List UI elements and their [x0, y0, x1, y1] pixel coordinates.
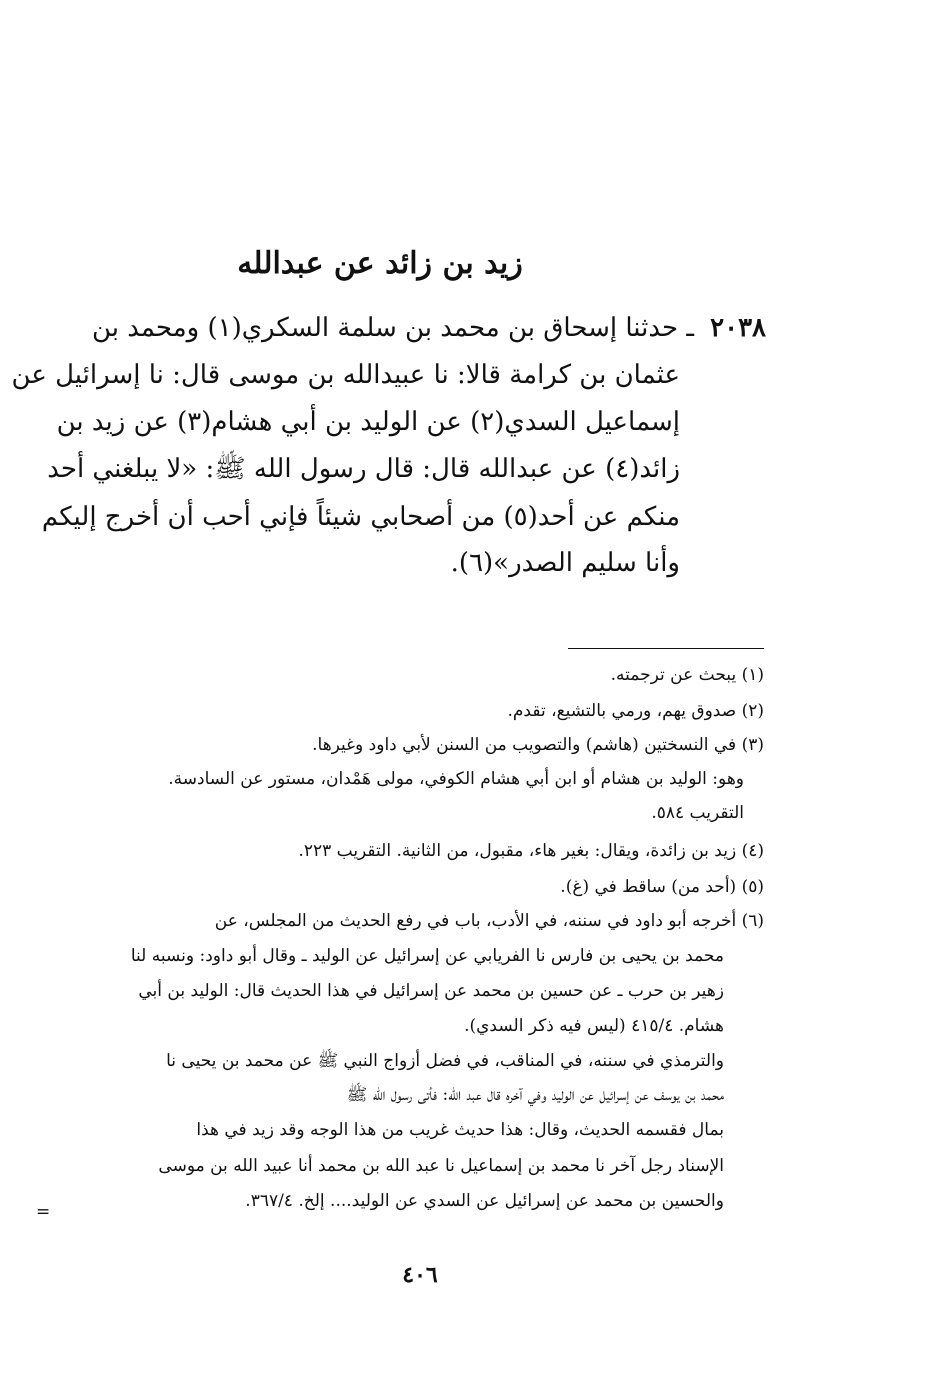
footnote: (٥) (أحد من) ساقط في (غ).	[560, 877, 764, 897]
footnote-continuation: والترمذي في سننه، في المناقب، في فضل أزواج النبي ﷺ عن محمد بن يحيى نا	[166, 1051, 724, 1071]
footnote-continuation: التقريب ٥٨٤.	[651, 803, 744, 823]
footnote: (٦) أخرجه أبو داود في سننه، في الأدب، باب في رفع الحديث من المجلس، عن	[214, 911, 764, 931]
footnote-continuation: بمال فقسمه الحديث، وقال: هذا حديث غريب من هذا الوجه وقد زيد في هذا	[196, 1120, 724, 1140]
hadith-line: منكم عن أحد(٥) من أصحابي شيئاً فإني أحب أن أخرج إليكم	[41, 502, 680, 532]
hadith-line: عثمان بن كرامة قالا: نا عبيدالله بن موسى قال: نا إسرائيل عن	[11, 360, 680, 390]
footnote: (٣) في النسختين (هاشم) والتصويب من السنن لأبي داود وغيرها.	[312, 735, 764, 755]
footnote: (١) يبحث عن ترجمته.	[610, 665, 764, 685]
page-number: ٤٠٦	[402, 1262, 438, 1288]
footnote-continuation: والحسين بن محمد عن إسرائيل عن السدي عن الوليد.... إلخ. ٣٦٧/٤.	[245, 1191, 724, 1211]
hadith-line: وأنا سليم الصدر»(٦).	[450, 548, 680, 578]
hadith-line: زائد(٤) عن عبدالله قال: قال رسول الله ﷺ: «لا يبلغني أحد	[47, 454, 680, 484]
footnote-continuation: هشام. ٤١٥/٤ (ليس فيه ذكر السدي).	[464, 1016, 724, 1036]
footnote-continuation: محمد بن يحيى بن فارس نا الفريابي عن إسرائيل عن الوليد ـ وقال أبو داود: ونسبه لنا	[130, 946, 724, 966]
footnote: (٢) صدوق يهم، ورمي بالتشيع، تقدم.	[507, 701, 764, 721]
footnote-continuation: زهير بن حرب ـ عن حسين بن محمد عن إسرائيل في هذا الحديث قال: الوليد بن أبي	[138, 981, 724, 1001]
margin-mark: =	[36, 1202, 51, 1222]
footnote: (٤) زيد بن زائدة، ويقال: بغير هاء، مقبول، من الثانية. التقريب ٢٢٣.	[298, 841, 764, 861]
hadith-line: إسماعيل السدي(٢) عن الوليد بن أبي هشام(٣) عن زيد بن	[56, 407, 680, 437]
footnote-separator	[568, 648, 764, 649]
footnote-continuation: الإسناد رجل آخر نا محمد بن إسماعيل نا عبد الله بن محمد أنا عبيد الله بن موسى	[158, 1156, 724, 1176]
hadith-line: ـ حدثنا إسحاق بن محمد بن سلمة السكري(١) ومحمد بن	[91, 313, 694, 343]
hadith-number: ٢٠٣٨	[710, 313, 766, 343]
chapter-heading: زيد بن زائد عن عبدالله	[237, 246, 523, 281]
footnote-continuation: وهو: الوليد بن هشام أو ابن أبي هشام الكوفي، مولى هَمْدان، مستور عن السادسة.	[168, 769, 744, 789]
footnote-continuation: محمد بن يوسف عن إسرائيل عن الوليد وفي آخره قال عبد الله: فأتى رسول الله ﷺ	[346, 1085, 724, 1105]
